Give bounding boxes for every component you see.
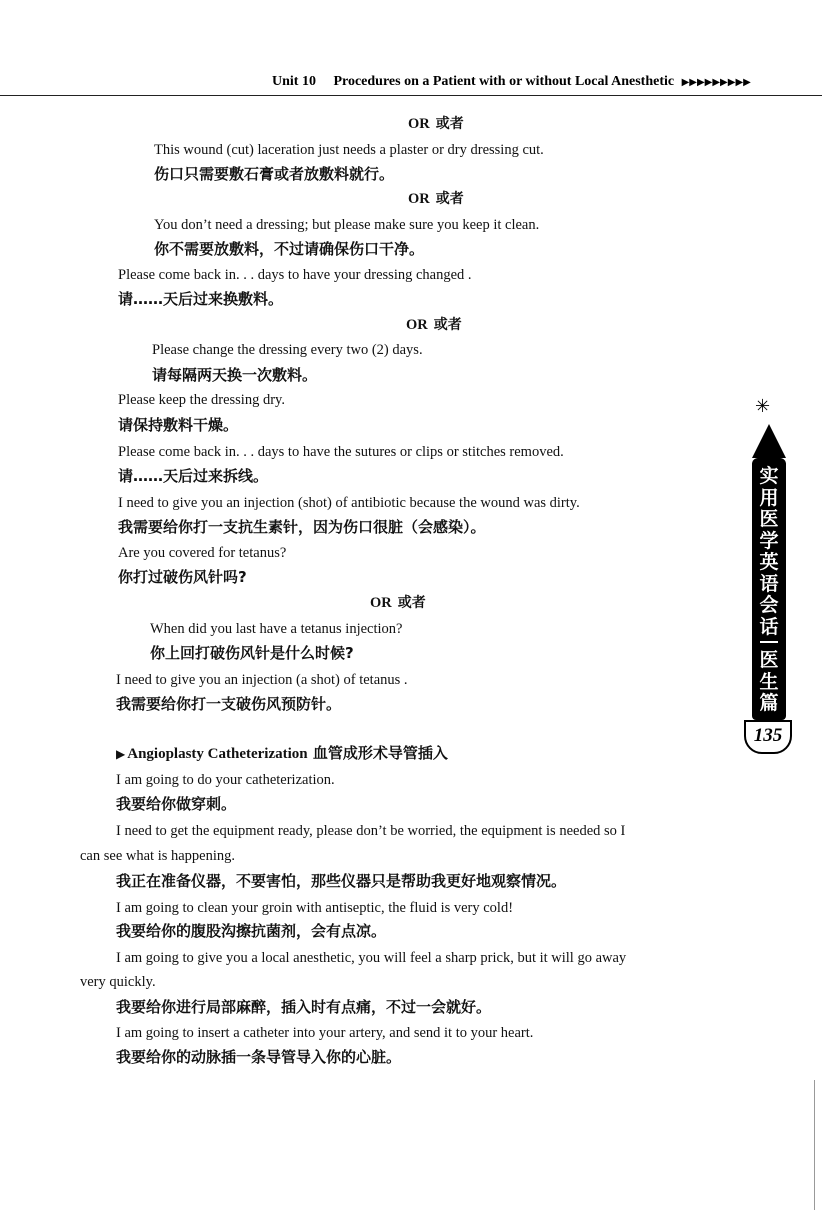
- section-label: 医生篇: [759, 649, 779, 714]
- chinese-line: 请保持敷料干燥。: [118, 416, 239, 434]
- sparkle-icon: ✳: [755, 396, 771, 417]
- or-separator: OR 或者: [408, 116, 464, 132]
- english-line: Are you covered for tetanus?: [118, 545, 287, 561]
- english-line: I need to give you an injection (shot) of antibiotic because the wound was dirty.: [118, 495, 580, 511]
- chinese-line: 请每隔两天换一次敷料。: [152, 366, 318, 384]
- chinese-line: 我要给你的动脉插一条导管导入你的心脏。: [116, 1048, 402, 1066]
- header-arrows: ▶▶▶▶▶▶▶▶▶: [681, 77, 751, 88]
- page-number: 135: [744, 720, 792, 754]
- chinese-line: 我正在准备仪器，不要害怕，那些仪器只是帮助我更好地观察情况。: [116, 872, 567, 890]
- chinese-line: 请……天后过来拆线。: [118, 467, 269, 485]
- english-line: Please change the dressing every two (2) days.: [152, 342, 423, 358]
- section-heading: ▶ Angioplasty Catheterization 血管成形术导管插入: [116, 744, 448, 762]
- english-line: Please keep the dressing dry.: [118, 392, 285, 408]
- english-line: Please come back in. . . days to have your dressing changed .: [118, 267, 472, 283]
- book-title: 实用医学英语会话: [759, 465, 779, 638]
- or-separator: OR 或者: [408, 191, 464, 207]
- english-line: I am going to clean your groin with antiseptic, the fluid is very cold!: [116, 900, 514, 916]
- english-line: I am going to insert a catheter into your artery, and send it to your heart.: [116, 1025, 534, 1041]
- chinese-line: 你打过破伤风针吗?: [118, 568, 247, 586]
- page-edge-line: [814, 1080, 815, 1210]
- chinese-line: 我需要给你打一支破伤风预防针。: [116, 695, 342, 713]
- chinese-line: 你不需要放敷料，不过请确保伤口干净。: [154, 240, 425, 258]
- english-line-continued: very quickly.: [80, 974, 156, 990]
- english-line: I need to give you an injection (a shot) of tetanus .: [116, 672, 408, 688]
- side-tab: [752, 458, 786, 720]
- bookmark-tip: [752, 424, 786, 458]
- chinese-line: 我需要给你打一支抗生素针，因为伤口很脏（会感染）。: [118, 518, 486, 536]
- chinese-line: 我要给你进行局部麻醉，插入时有点痛，不过一会就好。: [116, 998, 492, 1016]
- or-separator: OR 或者: [370, 595, 426, 611]
- chinese-line: 请……天后过来换敷料。: [118, 290, 284, 308]
- chinese-line: 你上回打破伤风针是什么时候?: [150, 644, 354, 662]
- running-header: [272, 74, 822, 96]
- english-line: I am going to give you a local anesthetic, you will feel a sharp prick, but it will go away: [116, 950, 627, 966]
- english-line: This wound (cut) laceration just needs a plaster or dry dressing cut.: [154, 142, 544, 158]
- chinese-line: 我要给你做穿刺。: [116, 795, 237, 813]
- chapter-title: Procedures on a Patient with or without Local Anesthetic: [333, 74, 675, 89]
- triangle-bullet-icon: ▶: [116, 747, 126, 761]
- english-line: When did you last have a tetanus injection?: [150, 621, 403, 637]
- chinese-line: 伤口只需要敷石膏或者放敷料就行。: [154, 165, 395, 183]
- chinese-line: 我要给你的腹股沟擦抗菌剂，会有点凉。: [116, 922, 387, 940]
- english-line-continued: can see what is happening.: [80, 848, 236, 864]
- english-line: I am going to do your catheterization.: [116, 772, 335, 788]
- unit-label: Unit 10: [272, 74, 316, 89]
- english-line: I need to get the equipment ready, please don’t be worried, the equipment is needed so I: [116, 823, 626, 839]
- tab-separator: [760, 641, 778, 643]
- header-rule: [0, 95, 822, 96]
- english-line: You don’t need a dressing; but please make sure you keep it clean.: [154, 217, 540, 233]
- english-line: Please come back in. . . days to have the sutures or clips or stitches removed.: [118, 444, 564, 460]
- or-separator: OR 或者: [406, 317, 462, 333]
